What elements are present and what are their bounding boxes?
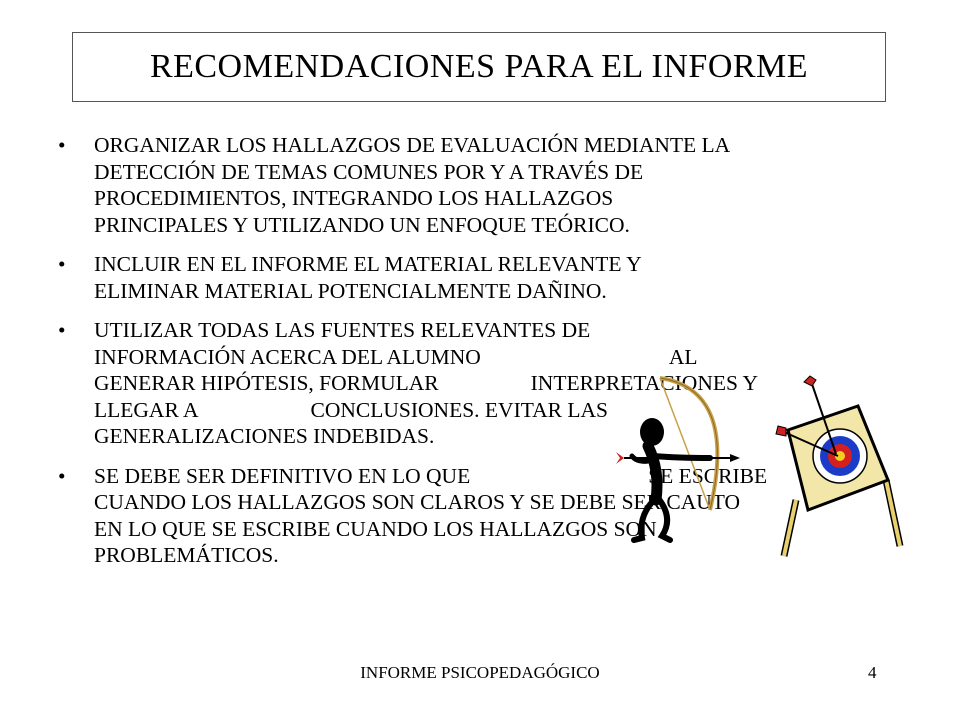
- bullet-line: PROBLEMÁTICOS.: [94, 543, 279, 567]
- bullet-marker: •: [58, 463, 66, 488]
- bullet-line: UTILIZAR TODAS LAS FUENTES RELEVANTES DE: [94, 318, 591, 342]
- target: [776, 376, 900, 556]
- title-box: [72, 32, 886, 102]
- bullet-line: INCLUIR EN EL INFORME EL MATERIAL RELEVANTE Y: [94, 252, 642, 276]
- bullet-line: PROCEDIMIENTOS, INTEGRANDO LOS HALLAZGOS: [94, 186, 614, 210]
- bullet-line-part: GENERAR HIPÓTESIS, FORMULAR: [94, 371, 439, 395]
- bullet-line: ORGANIZAR LOS HALLAZGOS DE EVALUACIÓN MEDIANTE LA: [94, 133, 731, 157]
- bullet-marker: •: [58, 252, 66, 276]
- archer-figure: [616, 378, 740, 540]
- bullet-line: DETECCIÓN DE TEMAS COMUNES POR Y A TRAVÉS DE: [94, 159, 644, 184]
- bullet-line: CUANDO LOS HALLAZGOS SON CLAROS Y SE DEBE SER CAUTO: [94, 490, 741, 514]
- bullet-marker: •: [58, 318, 66, 342]
- bullet-line-part: INFORMACIÓN ACERCA DEL ALUMNO: [94, 344, 481, 369]
- bullet-item: [58, 132, 918, 238]
- bullet-marker: •: [58, 133, 66, 157]
- bullet-line: PRINCIPALES Y UTILIZANDO UN ENFOQUE TEÓRICO.: [94, 212, 630, 237]
- bullet-line-part: INTERPRETACIONES Y: [530, 371, 759, 395]
- bullet-line-part: SE ESCRIBE: [648, 463, 768, 488]
- page-number: 4: [868, 663, 877, 682]
- bullet-line-part: LLEGAR A: [94, 397, 199, 422]
- bullet-line-part: AL: [668, 344, 698, 369]
- archer-and-target-icon: [598, 360, 928, 560]
- bullet-line: ELIMINAR MATERIAL POTENCIALMENTE DAÑINO.: [94, 278, 607, 303]
- slide-title: RECOMENDACIONES PARA EL INFORME: [149, 48, 809, 85]
- bullet-line: EN LO QUE SE ESCRIBE CUANDO LOS HALLAZGOS SON: [94, 516, 657, 541]
- bullet-item: [58, 251, 918, 304]
- bullet-line: GENERALIZACIONES INDEBIDAS.: [94, 424, 435, 448]
- bullet-line-part: SE DEBE SER DEFINITIVO EN LO QUE: [94, 463, 471, 488]
- bullet-line-part: CONCLUSIONES. EVITAR LAS: [310, 397, 609, 422]
- footer-title: INFORME PSICOPEDAGÓGICO: [360, 663, 600, 682]
